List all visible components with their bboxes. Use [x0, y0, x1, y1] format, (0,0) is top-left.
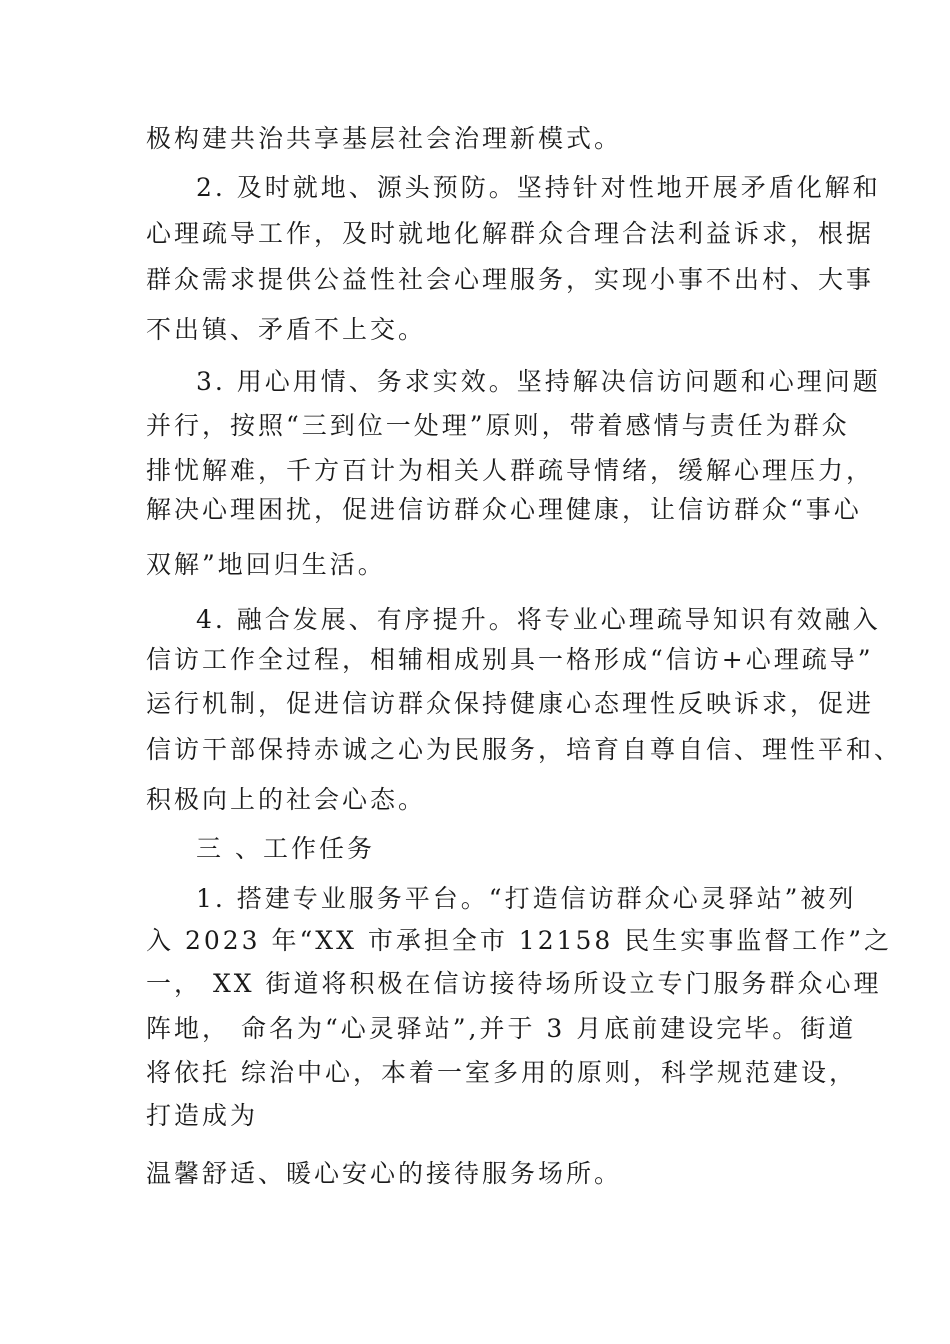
body-text-line: 阵地， 命名为“心灵驿站”,并于 3 月底前建设完毕。街道 — [146, 1014, 857, 1043]
body-text-line: 心理疏导工作，及时就地化解群众合理合法利益诉求，根据 — [146, 219, 875, 248]
paragraph-3-heading-line: 3. 用心用情、务求实效。坚持解决信访问题和心理问题 — [196, 367, 881, 396]
body-text-line: 入 2023 年“XX 市承担全市 12158 民生实事监督工作”之 — [146, 926, 893, 955]
body-text-line: 运行机制，促进信访群众保持健康心态理性反映诉求，促进 — [146, 689, 875, 718]
paragraph-2-heading-line: 2. 及时就地、源头预防。坚持针对性地开展矛盾化解和 — [196, 173, 881, 202]
body-text-line: 将依托 综治中心，本着一室多用的原则，科学规范建设， — [146, 1058, 857, 1087]
body-text-line: 解决心理困扰，促进信访群众心理健康，让信访群众“事心 — [146, 495, 862, 524]
body-text-line: 积极向上的社会心态。 — [146, 785, 427, 814]
section-heading: 三 、工作任务 — [196, 834, 375, 863]
body-text-line: 不出镇、矛盾不上交。 — [146, 315, 427, 344]
body-text-line: 极构建共治共享基层社会治理新模式。 — [146, 124, 623, 153]
body-text-line: 打造成为 — [146, 1101, 259, 1130]
body-text-line: 并行，按照“三到位一处理”原则，带着感情与责任为群众 — [146, 411, 850, 440]
body-text-line: 双解”地回归生活。 — [146, 550, 386, 579]
body-text-line: 信访工作全过程，相辅相成别具一格形成“信访+心理疏导” — [146, 645, 874, 674]
body-text-line: 群众需求提供公益性社会心理服务，实现小事不出村、大事 — [146, 265, 875, 294]
body-text-line: 信访干部保持赤诚之心为民服务，培育自尊自信、理性平和、 — [146, 735, 903, 764]
task-1-heading-line: 1. 搭建专业服务平台。“打造信访群众心灵驿站”被列 — [196, 884, 857, 913]
body-text-line: 一， XX 街道将积极在信访接待场所设立专门服务群众心理 — [146, 969, 882, 998]
body-text-line: 温馨舒适、暖心安心的接待服务场所。 — [146, 1159, 623, 1188]
body-text-line: 排忧解难，千方百计为相关人群疏导情绪，缓解心理压力， — [146, 456, 875, 485]
paragraph-4-heading-line: 4. 融合发展、有序提升。将专业心理疏导知识有效融入 — [196, 605, 881, 634]
